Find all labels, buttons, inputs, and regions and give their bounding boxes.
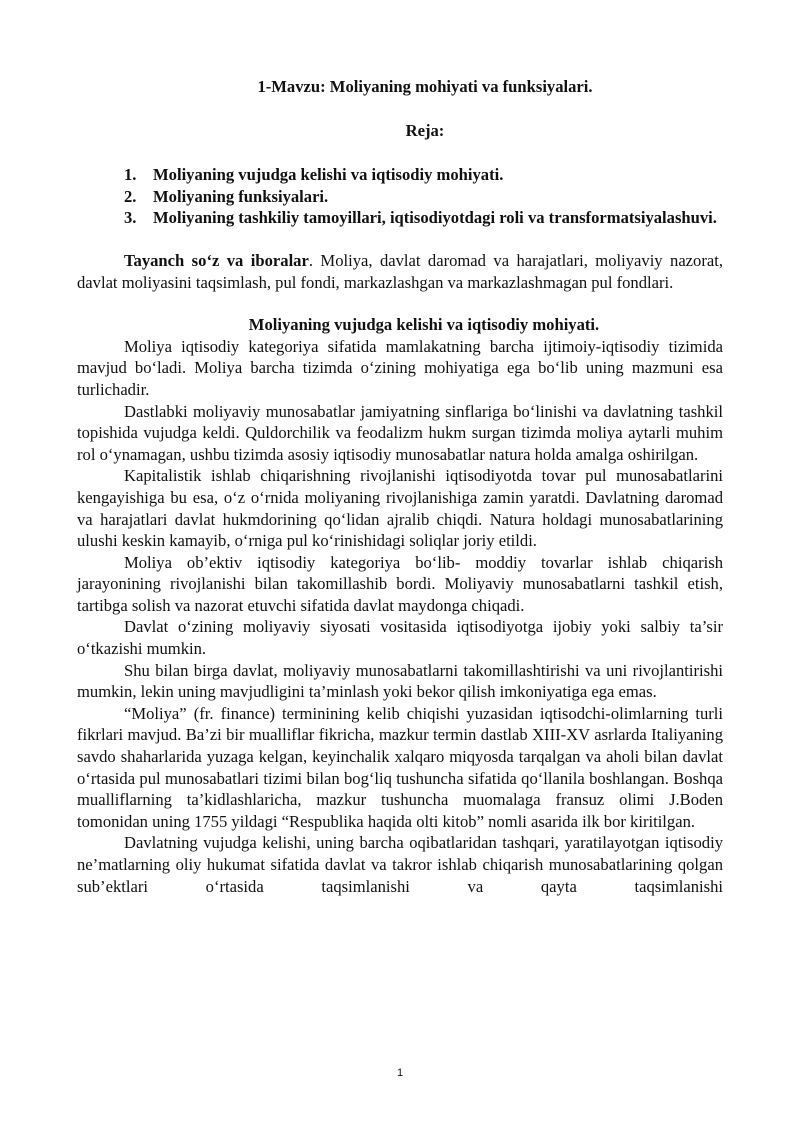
keywords-paragraph — [77, 250, 723, 293]
plan-list — [77, 164, 723, 229]
page-content — [77, 76, 723, 897]
plan-item — [77, 186, 723, 208]
keywords-label: Tayanch so‘z va iboralar — [124, 250, 309, 270]
body-paragraph: Davlatning vujudga kelishi, uning barcha oqibatlaridan tashqari, yaratilayotgan iqtisodiy ne’matlarning oliy hukumat sifatida davlat va takror ishlab chiqarish munosabatlarining qolgan sub’ektlari o‘rtasida taqsimlanishi va qayta taqsimlanishi — [77, 833, 723, 896]
body-paragraph: Davlat o‘zining moliyaviy siyosati vositasida iqtisodiyotga ijobiy yoki salbiy ta’sir o‘tkazishi mumkin. — [77, 617, 723, 659]
body-paragraph: Moliya ob’ektiv iqtisodiy kategoriya bo‘lib- moddiy tovarlar ishlab chiqarish jarayonining rivojlanishi bilan takomillashib bordi. Moliyaviy munosabatlarni tashkil etish, tartibga solish va nazorat etuvchi sifatida davlat maydonga chiqadi. — [77, 552, 723, 615]
plan-item-text: Moliyaning vujudga kelishi va iqtisodiy mohiyati. — [153, 165, 504, 185]
plan-item-text: Moliyaning tashkiliy tamoyillari, iqtisodiyotdagi roli va transformatsiyalashuvi. — [153, 208, 717, 228]
topic-title: 1-Mavzu: Moliyaning mohiyati va funksiyalari. — [257, 77, 593, 96]
body-paragraph: “Moliya” (fr. finance) terminining kelib chiqishi yuzasidan iqtisodchi-olimlarning turli fikrlari mavjud. Ba’zi bir mualliflar fikricha, mazkur termin dastlab XIII-XV asrlarda Italiyaning savdo shaharlarida yuzaga kelgan, keyinchalik xalqaro miqyosda tarqalgan va aholi bilan davlat o‘rtasida pul munosabatlari tizimi bilan bog‘liq tushuncha sifatida qo‘llanila boshlangan. Boshqa mualliflarning ta’kidlashlaricha, mazkur tushuncha muomalaga fransuz olimi J.Boden tomonidan uning 1755 yildagi “Respublika haqida olti kitob” nomli asarida ilk bor kiritilgan. — [77, 703, 723, 831]
body-paragraph: Moliya iqtisodiy kategoriya sifatida mamlakatning barcha ijtimoiy-iqtisodiy tizimida mavjud bo‘ladi. Moliya barcha tizimda o‘zining mohiyatiga ega bo‘lib uning mazmuni esa turlichadir. — [77, 336, 723, 399]
page-number: 1 — [396, 1067, 404, 1079]
plan-item-number: 1. — [124, 165, 137, 185]
plan-item — [77, 164, 723, 186]
section-title: Moliyaning vujudga kelishi va iqtisodiy mohiyati. — [248, 315, 600, 335]
keywords-text: . Moliya, davlat daromad va harajatlari, moliyaviy nazorat, davlat moliyasini taqsimlash, pul fondi, markazlashgan va markazlashmagan pul fondlari. — [77, 250, 723, 292]
body-paragraph: Shu bilan birga davlat, moliyaviy munosabatlarni takomillashtirishi va uni rivojlantirishi mumkin, lekin uning mavjudligini ta’minlash yoki bekor qilish imkoniyatiga ega emas. — [77, 660, 723, 702]
plan-item — [77, 207, 723, 229]
plan-item-number: 2. — [124, 186, 137, 206]
plan-item-number: 3. — [124, 208, 137, 228]
body-paragraph: Dastlabki moliyaviy munosabatlar jamiyatning sinflariga bo‘linishi va davlatning tashkil topishida vujudga keldi. Quldorchilik va feodalizm hukm surgan tizimda moliya aytarli muhim rol o‘ynamagan, ushbu tizimda asosiy iqtisodiy munosabatlar natura holda amalga oshirilgan. — [77, 401, 723, 464]
body-paragraph: Kapitalistik ishlab chiqarishning rivojlanishi iqtisodiyotda tovar pul munosabatlarini kengayishiga bu esa, o‘z o‘rnida moliyaning rivojlanishiga zamin yaratdi. Davlatning daromad va harajatlari davlat hukmdorining qo‘lidan ajralib chiqdi. Natura holdagi munosabatlarining ulushi keskin kamayib, o‘rniga pul ko‘rinishidagi soliqlar joriy etildi. — [77, 466, 723, 551]
plan-heading: Reja: — [405, 120, 445, 140]
plan-item-text: Moliyaning funksiyalari. — [153, 186, 329, 206]
